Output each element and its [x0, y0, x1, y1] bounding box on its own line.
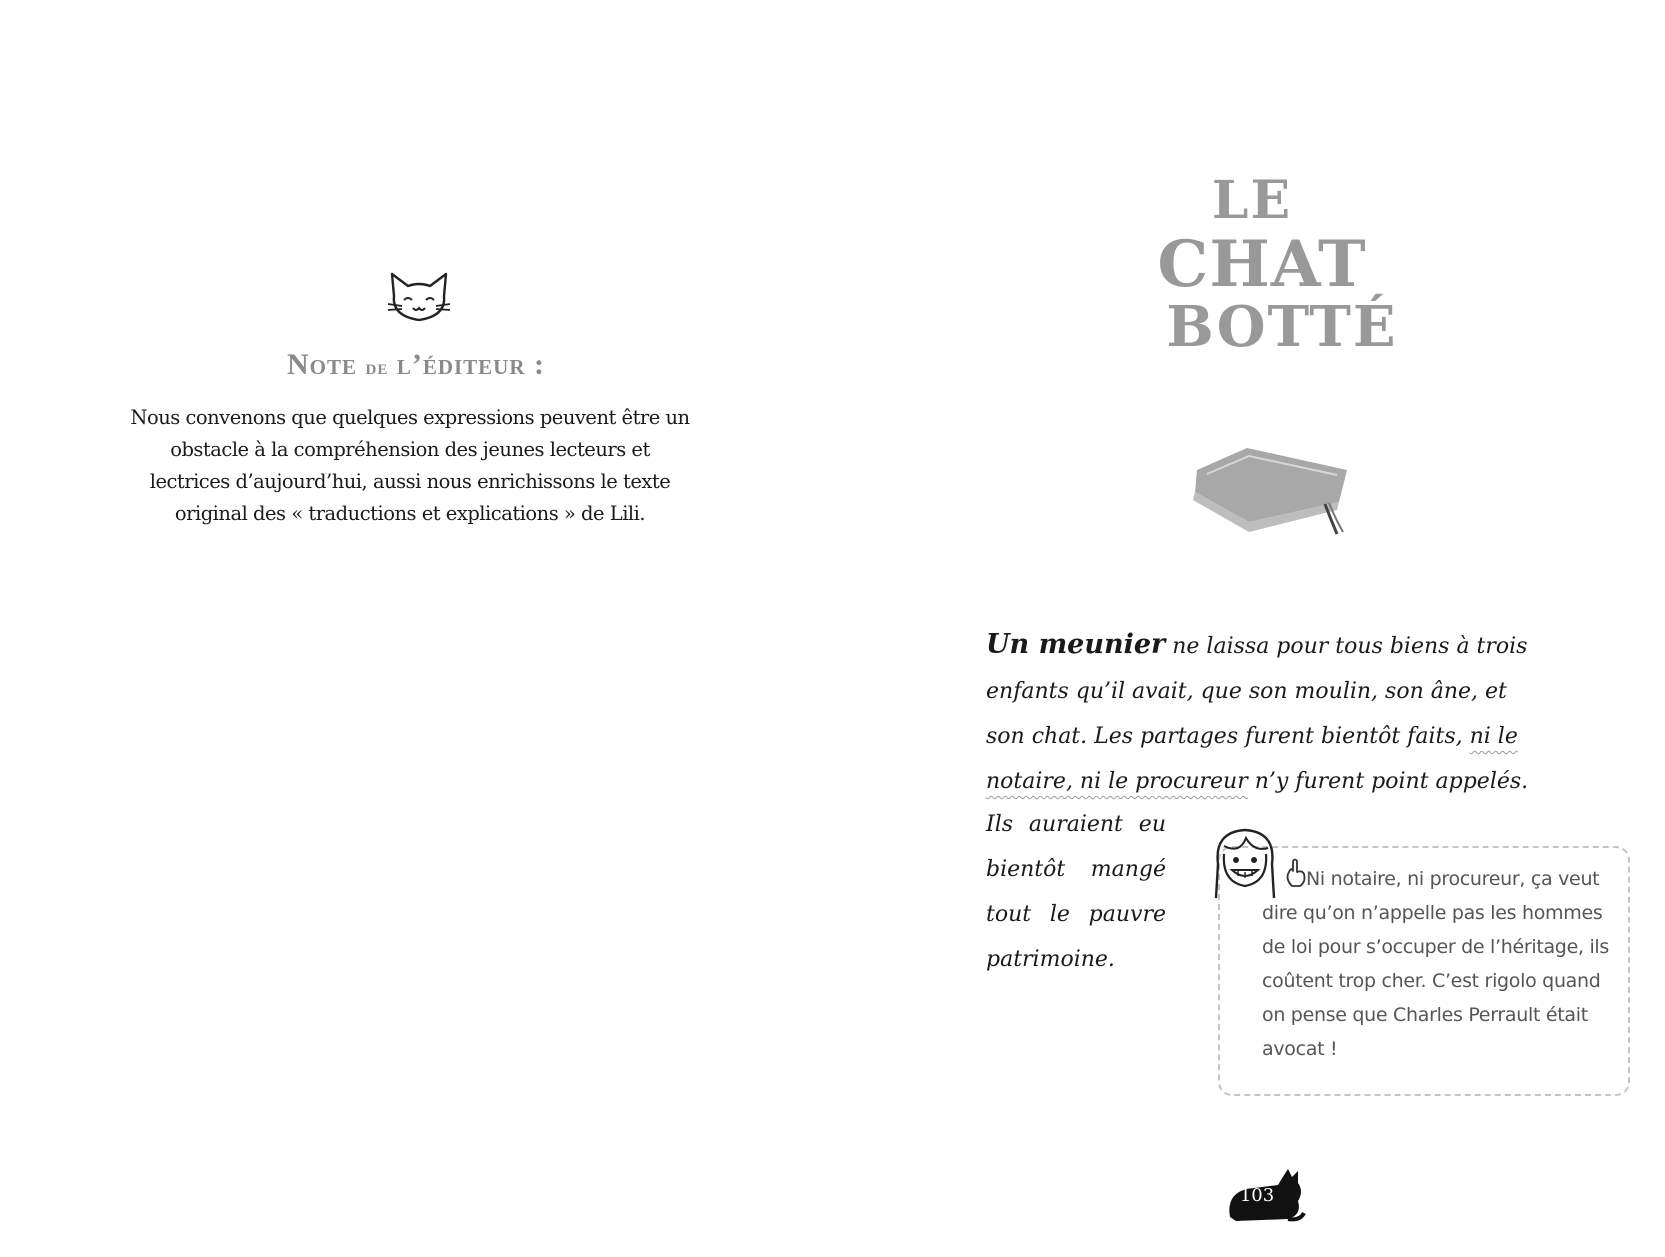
story-line-4-rest: n’y furent point appelés.: [1247, 769, 1529, 794]
annotated-phrase-part2: notaire, ni le procureur: [986, 769, 1248, 794]
cat-face-icon: [386, 270, 452, 332]
book-illustration-icon: [1187, 440, 1362, 540]
story-cont-line-2: bientôt mangé: [986, 857, 1166, 882]
story-lead: Un meunier: [986, 629, 1166, 660]
story-line-1-rest: ne laissa pour tous biens à trois: [1165, 634, 1528, 659]
story-line-1: [986, 622, 1546, 669]
editor-note-text: Nous convenons que quelques expressions peuvent être un obstacle à la compréhension des jeunes lecteurs et lectrices d’aujourd’hui, aussi nous enrichissons le texte original des « traductions et explications » de Lili.: [130, 406, 690, 525]
story-line-3-a: son chat. Les partages furent bientôt faits,: [986, 724, 1470, 749]
story-line-3: [986, 714, 1546, 759]
chapter-title-line3: BOTTÉ: [1166, 294, 1398, 360]
annotated-phrase-part1: ni le: [1469, 724, 1518, 749]
story-cont-line-1: Ils auraient eu: [986, 812, 1166, 837]
editor-note-title-word1: Note: [286, 348, 357, 381]
story-line-2: enfants qu’il avait, que son moulin, son âne, et: [986, 679, 1507, 704]
editor-note-title: [0, 348, 832, 382]
story-cont-line-4: patrimoine.: [986, 947, 1115, 972]
left-page: [0, 0, 832, 1257]
right-page: [832, 0, 1665, 1257]
story-paragraph: [986, 622, 1546, 804]
chapter-title-line1: LE: [1211, 170, 1293, 231]
story-line-4: [986, 759, 1546, 804]
editor-note-title-word2: de: [365, 354, 389, 379]
lili-note-text: [1262, 862, 1622, 1066]
chapter-title: [1122, 170, 1422, 360]
story-continuation: [986, 802, 1166, 982]
page-number: 103: [1239, 1185, 1275, 1206]
chapter-title-line2: CHAT: [1157, 227, 1367, 302]
editor-note-title-word3: l’éditeur :: [396, 348, 546, 381]
story-cont-line-3: tout le pauvre: [986, 902, 1166, 927]
lili-note-content: Ni notaire, ni procureur, ça veut dire qu’on n’appelle pas les hommes de loi pour s’occuper de l’héritage, ils coûtent trop cher. C’est rigolo quand on pense que Charles Perrault était avocat !: [1262, 868, 1609, 1060]
